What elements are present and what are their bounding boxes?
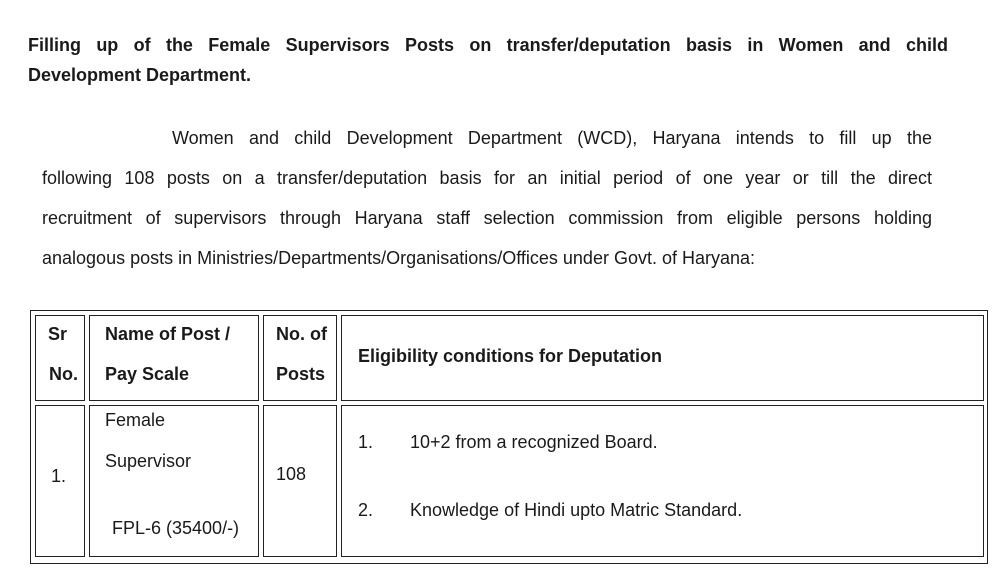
paragraph-line-3: recruitment of supervisors through Haryana staff selection commission from eligible persons holding [42,208,932,228]
header-post-line-2: Pay Scale [105,364,190,384]
row-1-posts-cell [263,405,337,557]
header-posts-line-1: No. of [276,324,327,344]
heading-line-1: Filling up of the Female Supervisors Posts on transfer/deputation basis in Women and child [28,35,948,55]
condition-2-number: 2. [358,500,374,520]
header-posts-line-2: Posts [276,364,326,384]
condition-1-number: 1. [358,432,374,452]
heading-line-2: Development Department. [28,65,252,85]
header-cell-eligibility [341,315,984,401]
condition-1-text: 10+2 from a recognized Board. [410,432,658,452]
header-sr-line-2: No. [49,364,78,384]
notice-heading [28,30,948,90]
row-1-sr-cell [35,405,85,557]
paragraph-line-2: following 108 posts on a transfer/deputation basis for an initial period of one year or till the direct [42,168,932,188]
row-1-eligibility-cell [341,405,984,557]
row-1-post-line-1: Female [105,410,166,430]
header-cell-sr [35,315,85,401]
header-post-line-1: Name of Post / [105,324,231,344]
paragraph-line-1: Women and child Development Department (WCD), Haryana intends to fill up the [172,128,932,148]
condition-2-text: Knowledge of Hindi upto Matric Standard. [410,500,743,520]
header-sr-line-1: Sr [48,324,68,344]
row-1-posts: 108 [276,464,307,484]
deputation-table [30,310,988,564]
row-1-sr: 1. [51,466,67,486]
row-1-pay-scale: FPL-6 (35400/-) [112,518,240,538]
row-1-post-cell [89,405,259,557]
header-eligibility: Eligibility conditions for Deputation [358,346,662,366]
notice-paragraph [42,118,932,278]
row-1-post-line-2: Supervisor [105,451,192,471]
header-cell-post [89,315,259,401]
header-cell-posts [263,315,337,401]
paragraph-line-4: analogous posts in Ministries/Departments/Organisations/Offices under Govt. of Haryana: [42,248,756,268]
